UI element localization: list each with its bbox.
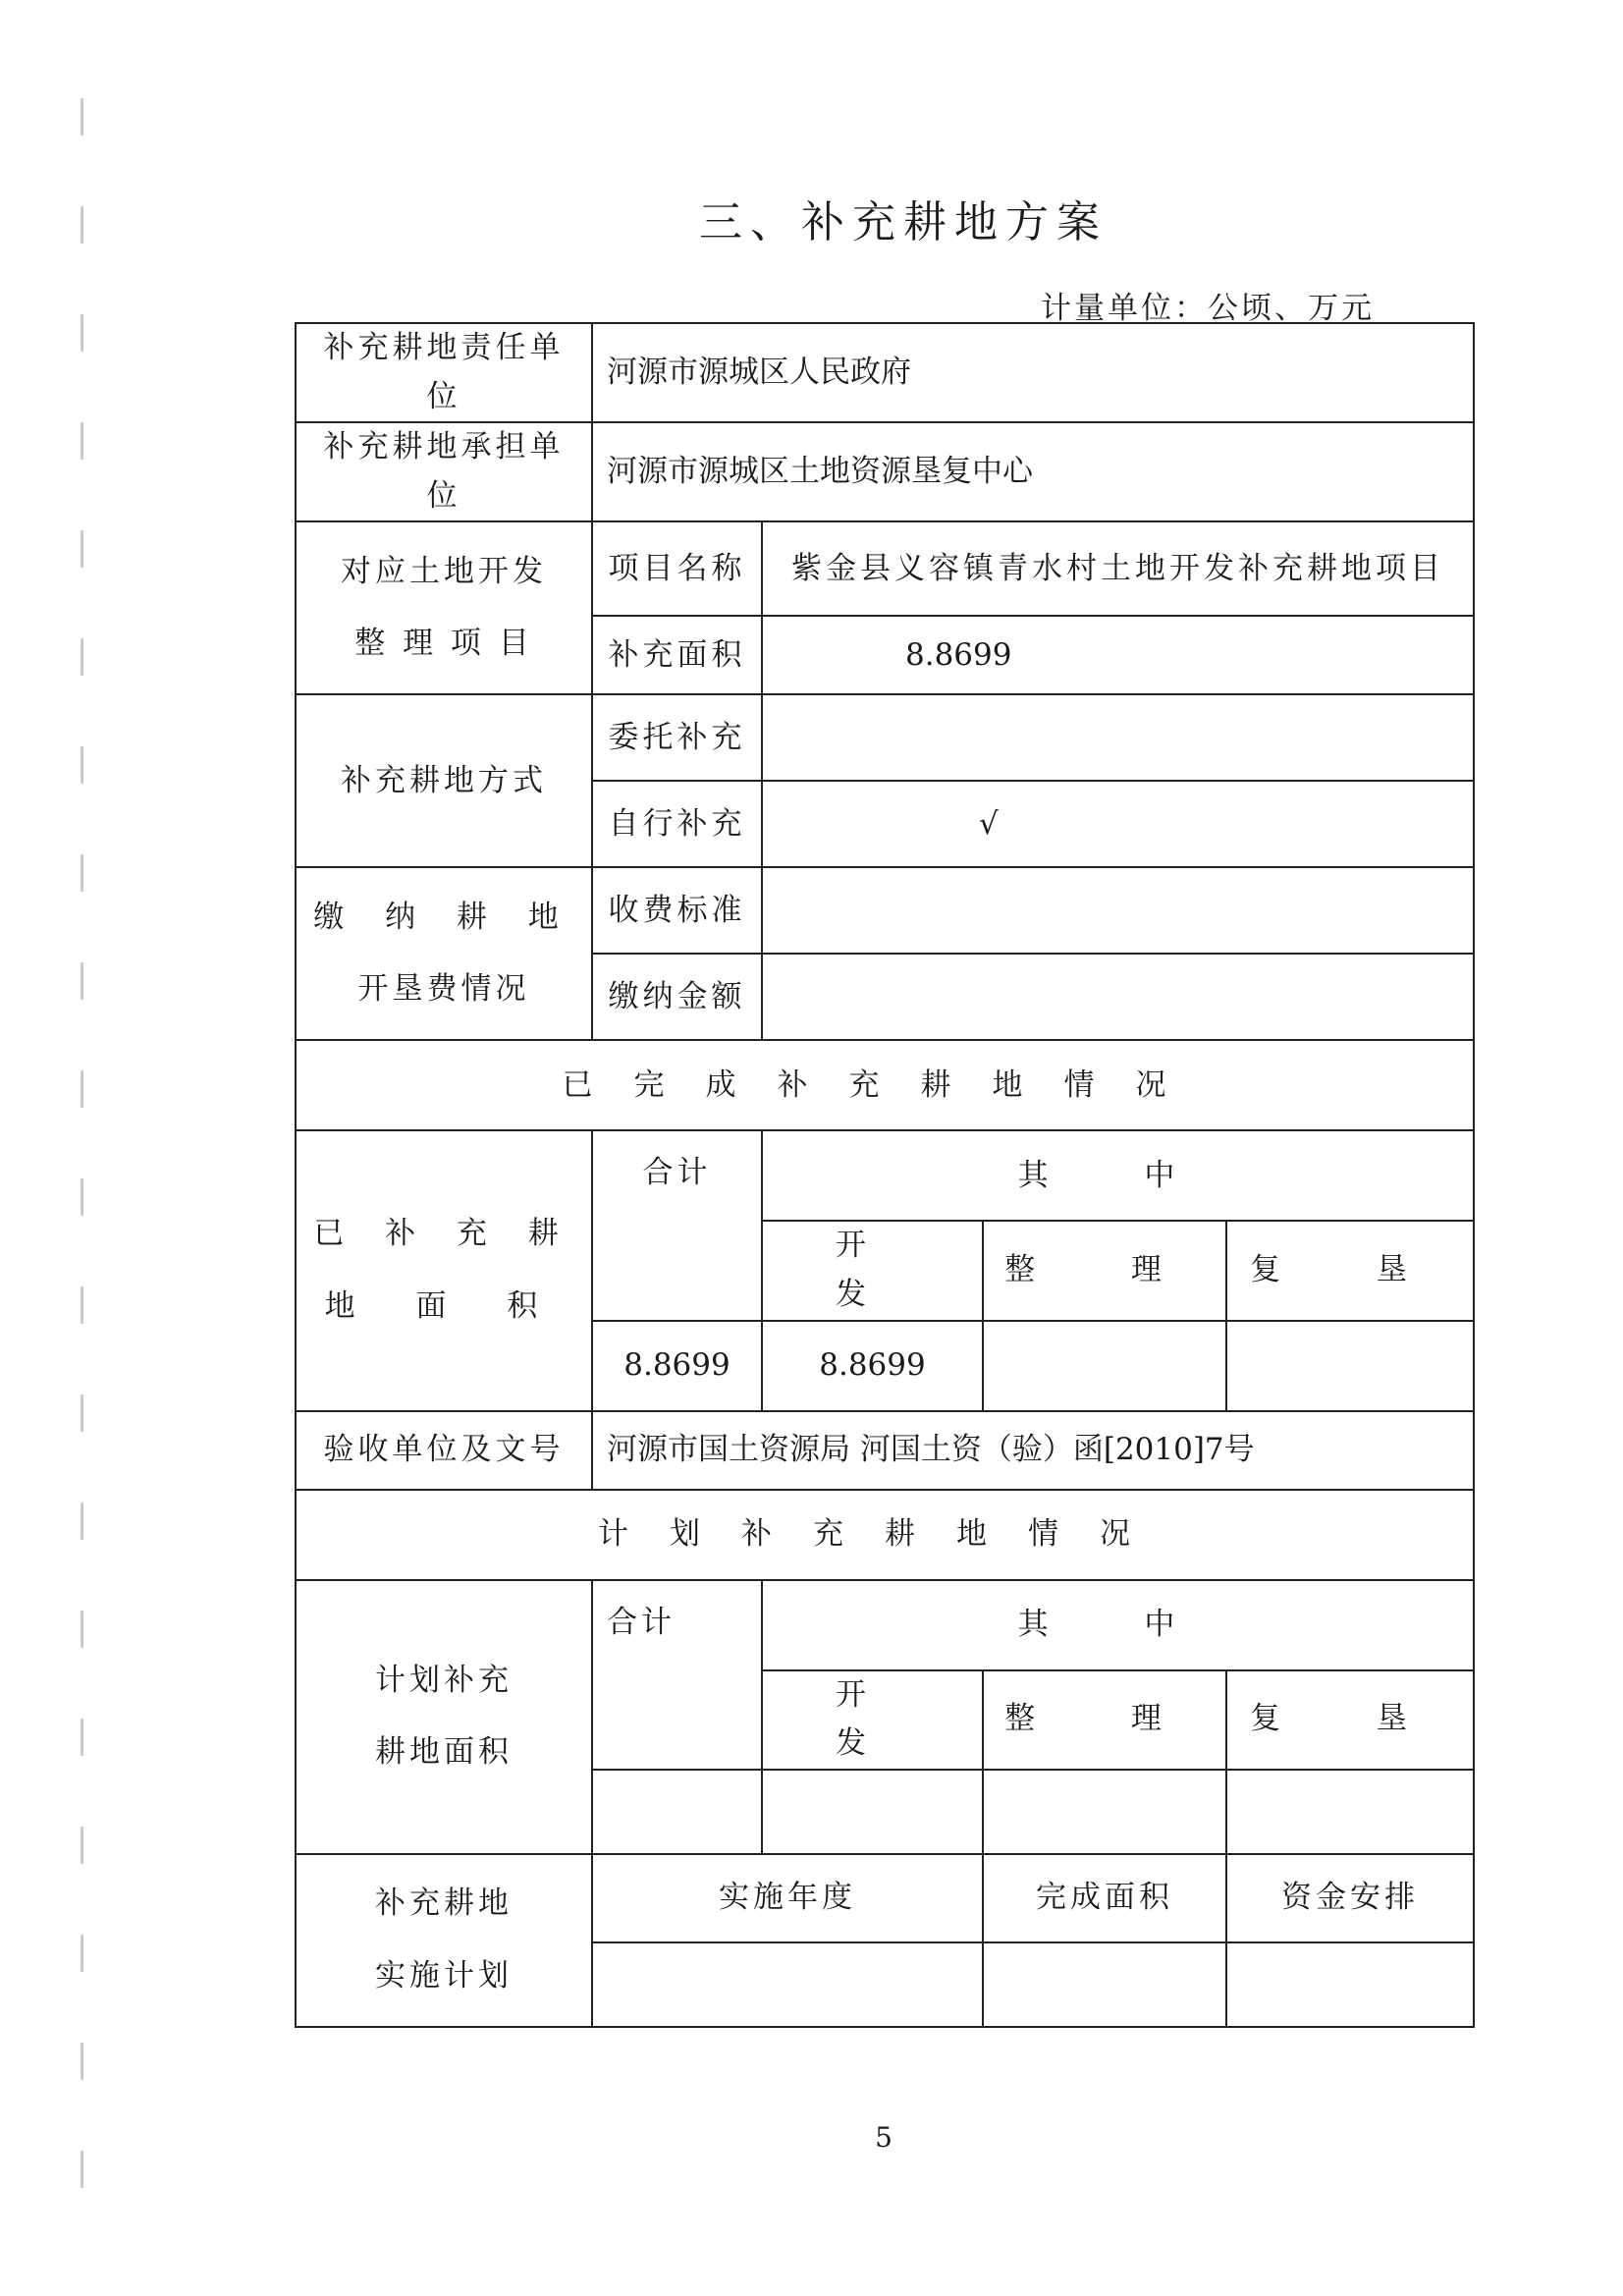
completed-reclaim-label: 复 垦 — [1226, 1221, 1474, 1320]
project-label-line1: 对应土地开发 — [341, 553, 547, 589]
undertaking-unit-row — [296, 422, 1474, 521]
implementation-label — [296, 1854, 592, 2027]
planned-develop-label: 开 发 — [762, 1670, 983, 1770]
completed-consolidate-value — [983, 1321, 1226, 1411]
completed-consolidate-label: 整 理 — [983, 1221, 1226, 1320]
fee-label-line2: 开垦费情况 — [357, 971, 530, 1008]
project-name-value: 紫金县义容镇青水村土地开发补充耕地项目 — [762, 521, 1474, 616]
farmland-supplement-form — [295, 322, 1475, 2028]
project-area-label: 补充面积 — [592, 616, 762, 694]
planned-reclaim-label: 复 垦 — [1226, 1670, 1474, 1770]
fee-label-line1: 缴 纳 耕 地 — [313, 899, 574, 935]
planned-consolidate-value — [983, 1770, 1226, 1854]
method-entrusted-label: 委托补充 — [592, 694, 762, 781]
implementation-completed-area-label: 完成面积 — [983, 1854, 1226, 1942]
completed-area-label-line1: 已 补 充 耕 — [313, 1216, 574, 1252]
planned-develop-value — [762, 1770, 983, 1854]
planned-header-row — [296, 1580, 1474, 1670]
planned-reclaim-value — [1226, 1770, 1474, 1854]
completed-develop-label: 开 发 — [762, 1221, 983, 1320]
fee-standard-label: 收费标准 — [592, 867, 762, 954]
fee-label — [296, 867, 592, 1040]
completed-section-title: 已完成补充耕地情况 — [296, 1040, 1474, 1130]
fee-standard-value — [762, 867, 1474, 954]
page-number: 5 — [875, 2121, 893, 2154]
responsible-unit-value: 河源市源城区人民政府 — [592, 323, 1474, 422]
project-name-row — [296, 521, 1474, 616]
undertaking-unit-value: 河源市源城区土地资源垦复中心 — [592, 422, 1474, 521]
completed-area-label-line2: 地 面 积 — [324, 1287, 564, 1324]
project-area-value: 8.8699 — [762, 616, 1474, 694]
responsible-unit-row — [296, 323, 1474, 422]
fee-amount-value — [762, 954, 1474, 1040]
acceptance-row — [296, 1411, 1474, 1490]
responsible-unit-label: 补充耕地责任单位 — [296, 323, 592, 422]
completed-total-label: 合计 — [592, 1130, 762, 1320]
implementation-funding-value — [1226, 1942, 1474, 2027]
completed-total-value: 8.8699 — [592, 1321, 762, 1411]
page-title: 三、补充耕地方案 — [699, 197, 1108, 247]
implementation-year-label: 实施年度 — [592, 1854, 983, 1942]
planned-area-label-line1: 计划补充 — [375, 1662, 513, 1698]
acceptance-value: 河源市国土资源局 河国土资（验）函[2010]7号 — [592, 1411, 1474, 1490]
planned-of-which-label: 其 中 — [762, 1580, 1474, 1670]
binding-edge — [77, 59, 90, 2239]
completed-section-row — [296, 1040, 1474, 1130]
project-label-line2: 整 理 项 目 — [354, 626, 533, 662]
implementation-label-line2: 实施计划 — [375, 1957, 513, 1994]
method-label: 补充耕地方式 — [296, 694, 592, 867]
method-self-label: 自行补充 — [592, 781, 762, 867]
planned-section-title: 计划补充耕地情况 — [296, 1490, 1474, 1580]
planned-total-label: 合计 — [592, 1580, 762, 1770]
implementation-funding-label: 资金安排 — [1226, 1854, 1474, 1942]
method-self-value: √ — [762, 781, 1474, 867]
completed-area-label — [296, 1130, 592, 1410]
fee-standard-row — [296, 867, 1474, 954]
planned-area-label — [296, 1580, 592, 1854]
method-entrusted-row — [296, 694, 1474, 781]
implementation-header-row — [296, 1854, 1474, 1942]
project-name-label: 项目名称 — [592, 521, 762, 616]
completed-develop-value: 8.8699 — [762, 1321, 983, 1411]
fee-amount-label: 缴纳金额 — [592, 954, 762, 1040]
completed-header-row — [296, 1130, 1474, 1221]
planned-area-label-line2: 耕地面积 — [375, 1734, 513, 1771]
undertaking-unit-label: 补充耕地承担单位 — [296, 422, 592, 521]
completed-of-which-label: 其 中 — [762, 1130, 1474, 1221]
method-entrusted-value — [762, 694, 1474, 781]
planned-total-value — [592, 1770, 762, 1854]
completed-reclaim-value — [1226, 1321, 1474, 1411]
implementation-year-value — [592, 1942, 983, 2027]
acceptance-label: 验收单位及文号 — [296, 1411, 592, 1490]
implementation-completed-area-value — [983, 1942, 1226, 2027]
implementation-label-line1: 补充耕地 — [375, 1886, 513, 1922]
planned-consolidate-label: 整 理 — [983, 1670, 1226, 1770]
project-label — [296, 521, 592, 694]
unit-note: 计量单位：公顷、万元 — [1041, 291, 1375, 326]
planned-section-row — [296, 1490, 1474, 1580]
